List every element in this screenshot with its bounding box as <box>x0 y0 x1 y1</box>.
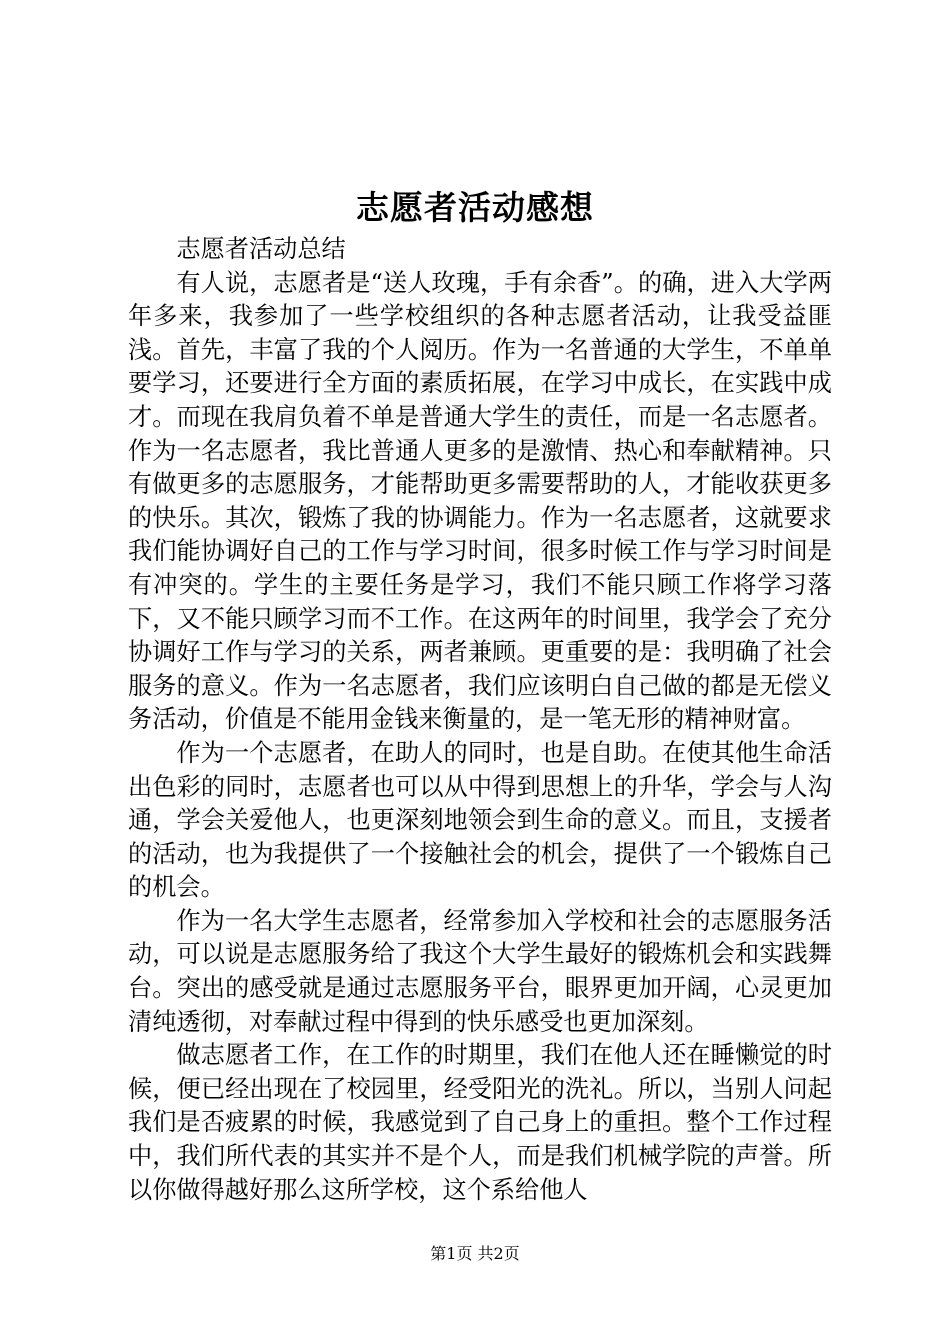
paragraph: 作为一名大学生志愿者，经常参加入学校和社会的志愿服务活动，可以说是志愿服务给了我这个大学生最好的锻炼机会和实践舞台。突出的感受就是通过志愿服务平台，眼界更加开阔，心灵更加清纯透彻，对奉献过程中得到的快乐感受也更加深刻。 <box>128 906 832 1036</box>
document-subtitle: 志愿者活动总结 <box>176 235 346 263</box>
page-footer: 第1页 共2页 <box>430 1244 520 1263</box>
document-title: 志愿者活动感想 <box>356 188 594 227</box>
paragraph: 作为一个志愿者，在助人的同时，也是自助。在使其他生命活出色彩的同时，志愿者也可以从中得到思想上的升华，学会与人沟通，学会关爱他人，也更深刻地领会到生命的意义。而且，支援者的活动，也为我提供了一个接触社会的机会，提供了一个锻炼自己的机会。 <box>128 738 832 902</box>
paragraph: 有人说，志愿者是“送人玫瑰，手有余香”。的确，进入大学两年多来，我参加了一些学校组织的各种志愿者活动，让我受益匪浅。首先，丰富了我的个人阅历。作为一名普通的大学生，不单单要学习，还要进行全方面的素质拓展，在学习中成长，在实践中成才。而现在我肩负着不单是普通大学生的责任，而是一名志愿者。作为一名志愿者，我比普通人更多的是激情、热心和奉献精神。只有做更多的志愿服务，才能帮助更多需要帮助的人，才能收获更多的快乐。其次，锻炼了我的协调能力。作为一名志愿者，这就要求我们能协调好自己的工作与学习时间，很多时候工作与学习时间是有冲突的。学生的主要任务是学习，我们不能只顾工作将学习落下，又不能只顾学习而不工作。在这两年的时间里，我学会了充分协调好工作与学习的关系，两者兼顾。更重要的是：我明确了社会服务的意义。作为一名志愿者，我们应该明白自己做的都是无偿义务活动，价值是不能用金钱来衡量的，是一笔无形的精神财富。 <box>128 268 832 734</box>
paragraph: 做志愿者工作，在工作的时期里，我们在他人还在睡懒觉的时候，便已经出现在了校园里，经受阳光的洗礼。所以，当别人问起我们是否疲累的时候，我感觉到了自己身上的重担。整个工作过程中，我们所代表的其实并不是个人，而是我们机械学院的声誉。所以你做得越好那么这所学校，这个系给他人 <box>128 1041 832 1204</box>
document-body <box>128 233 832 1207</box>
